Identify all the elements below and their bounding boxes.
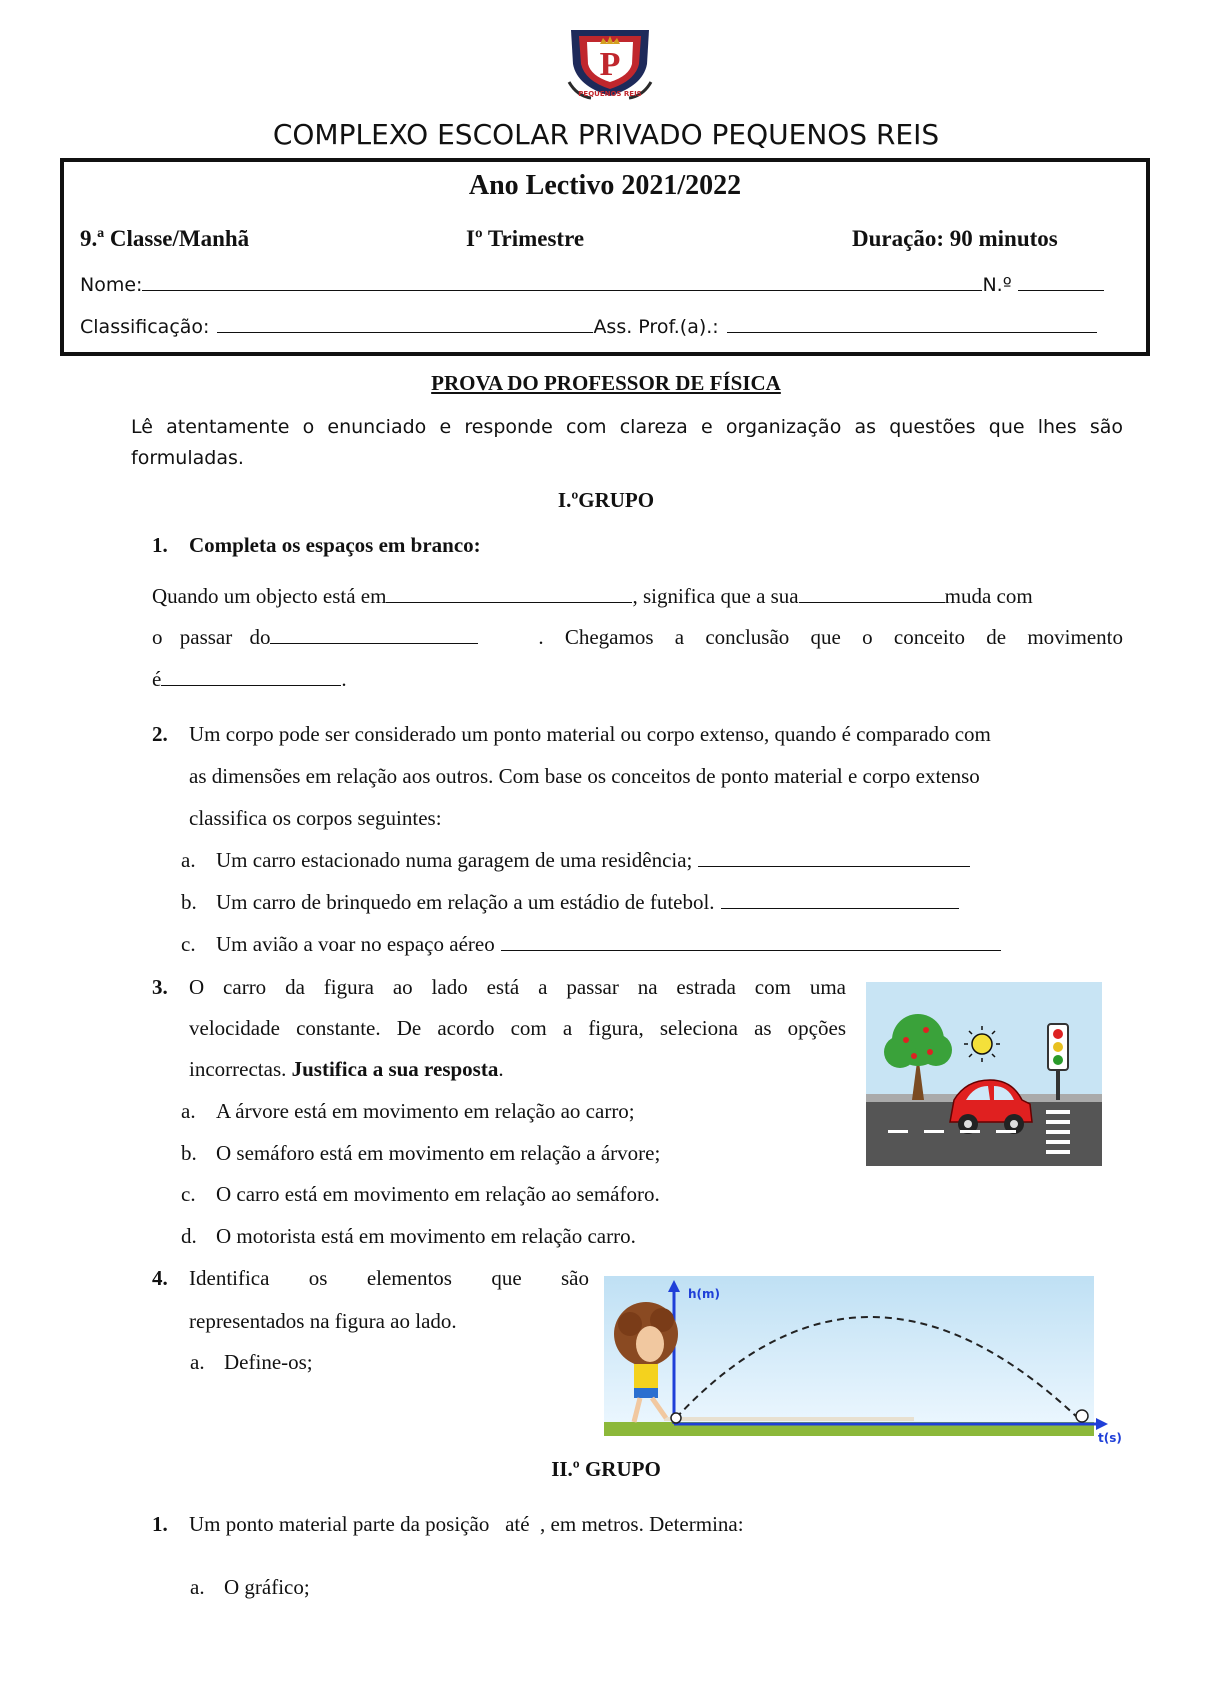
term-label: Iº Trimestre [466,226,585,251]
g2q1a-letter: a. [190,1575,205,1599]
logo-text: PEQUENOS REIS [578,90,642,98]
classification-field[interactable] [217,314,593,333]
q2a-letter: a. [181,848,196,872]
school-logo [565,22,655,104]
q2-line3: classifica os corpos seguintes: [189,806,442,830]
name-field-row [80,272,1104,296]
q3-line1: O carro da figura ao lado está a passar na estrada com uma [189,975,846,999]
name-label: Nome: [80,274,143,296]
q2c-text: Um avião a voar no espaço aéreo [216,932,1001,957]
q2b-letter: b. [181,890,197,914]
teacher-field[interactable] [727,314,1097,333]
q3d-letter: d. [181,1224,197,1248]
classification-label: Classificação: [80,316,210,338]
q4a-letter: a. [190,1350,205,1374]
g2q1-number: 1. [152,1512,168,1536]
q3a-text: A árvore está em movimento em relação ao carro; [216,1099,635,1123]
q1-number: 1. [152,533,168,557]
number-field[interactable] [1018,272,1104,291]
q2-number: 2. [152,722,168,746]
car-illustration [866,982,1102,1166]
q1-line1: Quando um objecto está em , significa que a sua muda com [152,584,1033,608]
teacher-label: Ass. Prof.(a).: [593,316,719,338]
group2-title: II.º GRUPO [551,1457,661,1481]
q1-line3: é . [152,667,347,691]
g2q1-text: Um ponto material parte da posição até , em metros. Determina: [189,1512,744,1536]
name-field[interactable] [142,272,982,291]
blank-4[interactable] [161,667,341,686]
exam-title: PROVA DO PROFESSOR DE FÍSICA [431,371,781,395]
q3-line2: velocidade constante. De acordo com a figura, seleciona as opções [189,1016,846,1040]
q4-line1: Identifica os elementos que são [189,1266,589,1290]
q3c-letter: c. [181,1182,196,1206]
classification-row [80,314,1097,338]
blank-3[interactable] [270,625,478,644]
x-axis-label: t(s) [1098,1431,1122,1445]
duration-label: Duração: 90 minutos [852,226,1058,251]
q1-line2: o passar do . Chegamos a conclusão que o conceito de movimento [152,625,1123,649]
q2a-text: Um carro estacionado numa garagem de uma residência; [216,848,970,873]
q2-line2: as dimensões em relação aos outros. Com base os conceitos de ponto material e corpo extenso [189,764,980,788]
q2b-answer[interactable] [721,890,959,909]
blank-1[interactable] [386,584,632,603]
intro-text: Lê atentamente o enunciado e responde com clareza e organização as questões que lhes são formuladas. [131,416,1123,469]
g2q1a-text: O gráfico; [224,1575,310,1599]
ball-icon [1076,1410,1088,1422]
q3d-text: O motorista está em movimento em relação carro. [216,1224,636,1248]
q3c-text: O carro está em movimento em relação ao semáforo. [216,1182,660,1206]
q4-number: 4. [152,1266,168,1290]
q3b-letter: b. [181,1141,197,1165]
q4a-text: Define-os; [224,1350,313,1374]
svg-text:P: P [599,46,621,83]
q3a-letter: a. [181,1099,196,1123]
q2c-letter: c. [181,932,196,956]
y-axis-label: h(m) [688,1287,721,1301]
q2-line1: Um corpo pode ser considerado um ponto material ou corpo extenso, quando é comparado com [189,722,991,746]
blank-2[interactable] [799,584,945,603]
q3-line3: incorrectas. Justifica a sua resposta. [189,1057,504,1081]
q3-number: 3. [152,975,168,999]
class-label: 9.ª Classe/Manhã [80,226,250,251]
q2c-answer[interactable] [501,932,1001,951]
school-name: COMPLEXO ESCOLAR PRIVADO PEQUENOS REIS [272,118,940,151]
q1-prompt: Completa os espaços em branco: [189,533,481,557]
q3b-text: O semáforo está em movimento em relação a árvore; [216,1141,661,1165]
school-year: Ano Lectivo 2021/2022 [468,170,742,201]
header-box [60,158,1150,356]
group1-title: I.ºGRUPO [557,488,655,512]
trajectory-illustration [604,1276,1122,1445]
q4-line2: representados na figura ao lado. [189,1309,457,1333]
q2a-answer[interactable] [698,848,970,867]
number-label: N.º [982,274,1012,296]
q2b-text: Um carro de brinquedo em relação a um estádio de futebol. [216,890,959,915]
